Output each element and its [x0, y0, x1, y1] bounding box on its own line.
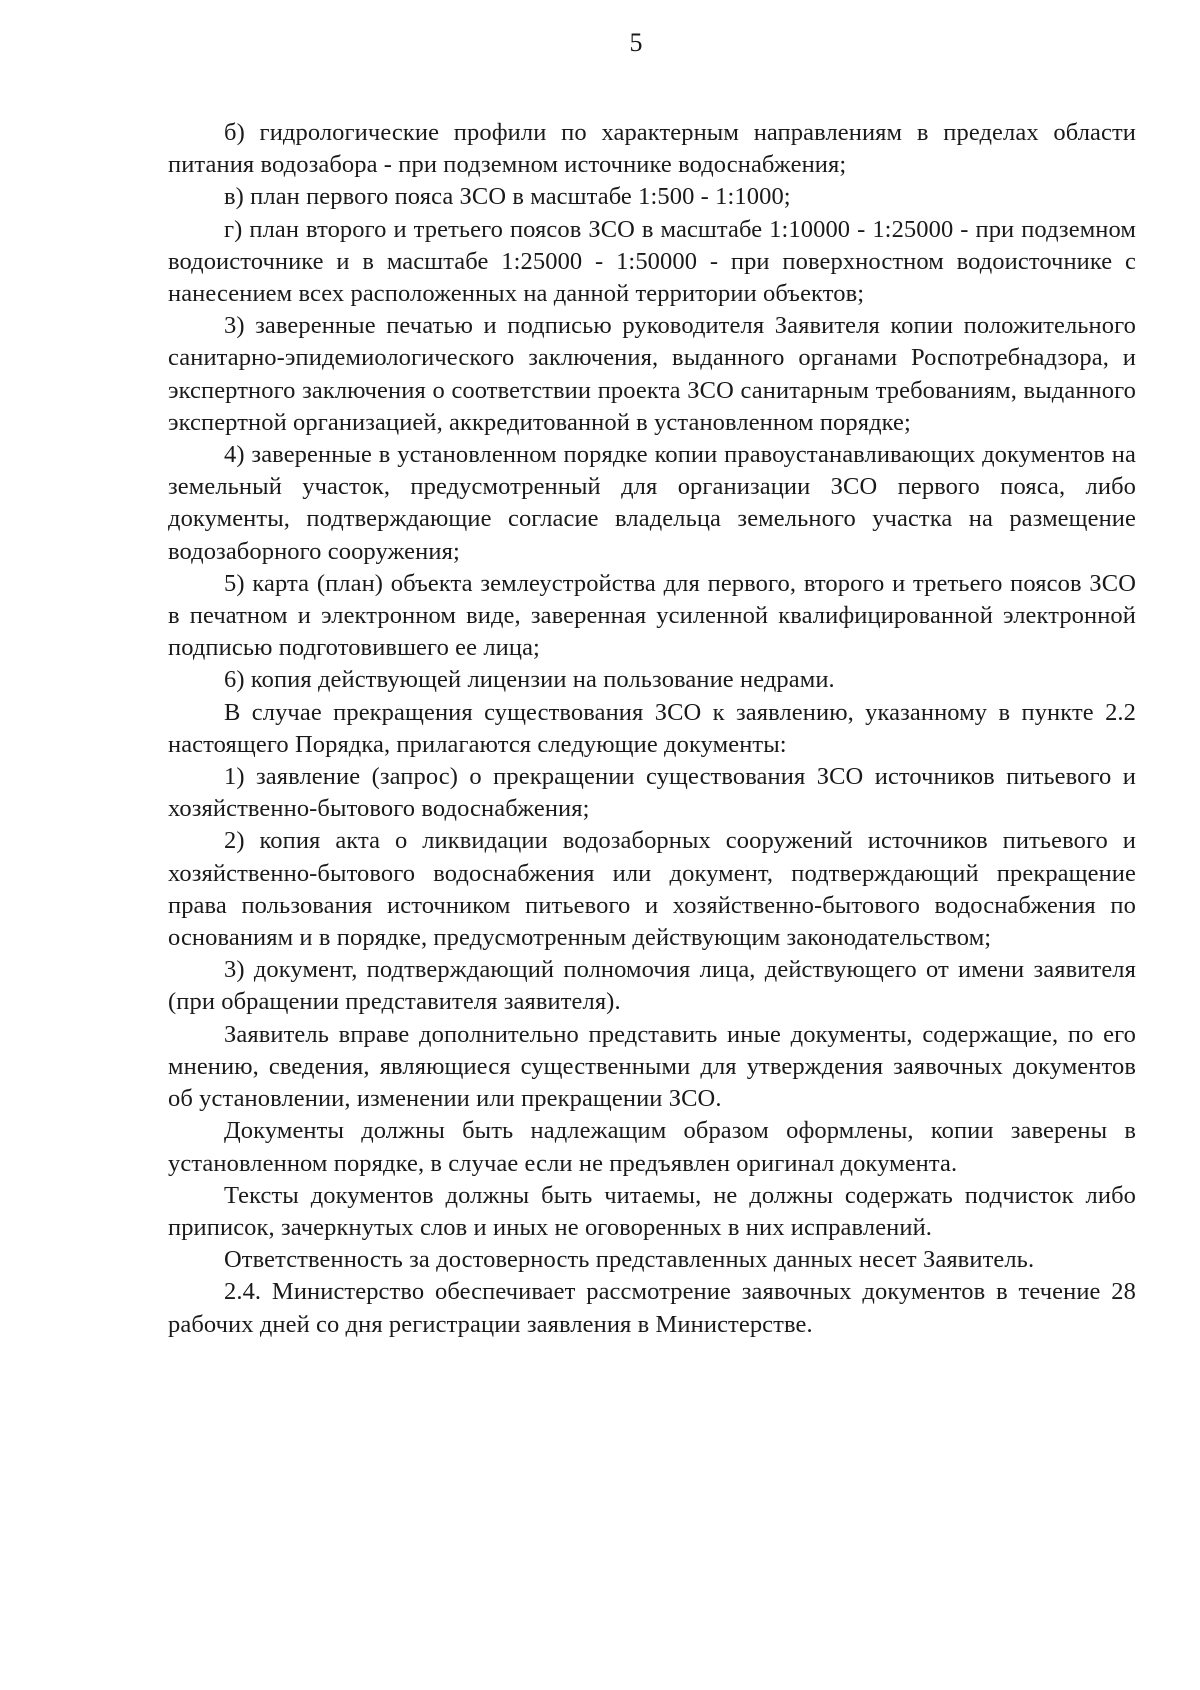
paragraph-termination-intro: В случае прекращения существования ЗСО к заявлению, указанному в пункте 2.2 настоящего Порядка, прилагаются следующие документы:	[168, 698, 1136, 758]
page-number: 5	[629, 28, 643, 57]
paragraph-first-zone-plan: в) план первого пояса ЗСО в масштабе 1:500 - 1:1000;	[224, 183, 791, 211]
paragraph-liquidation-act: 2) копия акта о ликвидации водозаборных сооружений источников питьевого и хозяйственно-бытового водоснабжения или документ, подтверждающий прекращение права пользования источником питьевого и хозяйственно-бытового водоснабжения по основаниям и в порядке, предусмотренным действующим законодательством;	[168, 827, 1136, 952]
paragraph-review-period: 2.4. Министерство обеспечивает рассмотрение заявочных документов в течение 28 рабочих дней со дня регистрации заявления в Министерстве.	[168, 1278, 1136, 1338]
paragraph-authority-document: 3) документ, подтверждающий полномочия лица, действующего от имени заявителя (при обращении представителя заявителя).	[168, 956, 1136, 1016]
document-body	[168, 117, 1136, 1341]
paragraph-additional-documents: Заявитель вправе дополнительно представить иные документы, содержащие, по его мнению, сведения, являющиеся существенными для утверждения заявочных документов об установлении, изменении или прекращении ЗСО.	[168, 1020, 1136, 1113]
paragraph-document-formatting: Документы должны быть надлежащим образом оформлены, копии заверены в установленном порядке, в случае если не предъявлен оригинал документа.	[168, 1117, 1136, 1177]
paragraph-hydro-profiles: б) гидрологические профили по характерным направлениям в пределах области питания водозабора - при подземном источнике водоснабжения;	[168, 119, 1136, 179]
paragraph-document-readability: Тексты документов должны быть читаемы, не должны содержать подчисток либо приписок, зачеркнутых слов и иных не оговоренных в них исправлений.	[168, 1181, 1136, 1241]
paragraph-termination-request: 1) заявление (запрос) о прекращении существования ЗСО источников питьевого и хозяйственно-бытового водоснабжения;	[168, 763, 1136, 823]
paragraph-second-third-zone-plan: г) план второго и третьего поясов ЗСО в масштабе 1:10000 - 1:25000 - при подземном водоисточнике и в масштабе 1:25000 - 1:50000 - при поверхностном водоисточнике с нанесением всех расположенных на данной территории объектов;	[168, 215, 1136, 308]
paragraph-land-map: 5) карта (план) объекта землеустройства для первого, второго и третьего поясов ЗСО в печатном и электронном виде, заверенная усиленной квалифицированной электронной подписью подготовившего ее лица;	[168, 569, 1136, 662]
paragraph-responsibility: Ответственность за достоверность представленных данных несет Заявитель.	[224, 1246, 1035, 1274]
paragraph-subsoil-license: 6) копия действующей лицензии на пользование недрами.	[224, 666, 835, 694]
paragraph-sanitary-conclusion: 3) заверенные печатью и подписью руководителя Заявителя копии положительного санитарно-эпидемиологического заключения, выданного органами Роспотребнадзора, и экспертного заключения о соответствии проекта ЗСО санитарным требованиям, выданного экспертной организацией, аккредитованной в установленном порядке;	[168, 312, 1136, 436]
paragraph-land-documents: 4) заверенные в установленном порядке копии правоустанавливающих документов на земельный участок, предусмотренный для организации ЗСО первого пояса, либо документы, подтверждающие согласие владельца земельного участка на размещение водозаборного сооружения;	[168, 441, 1136, 565]
